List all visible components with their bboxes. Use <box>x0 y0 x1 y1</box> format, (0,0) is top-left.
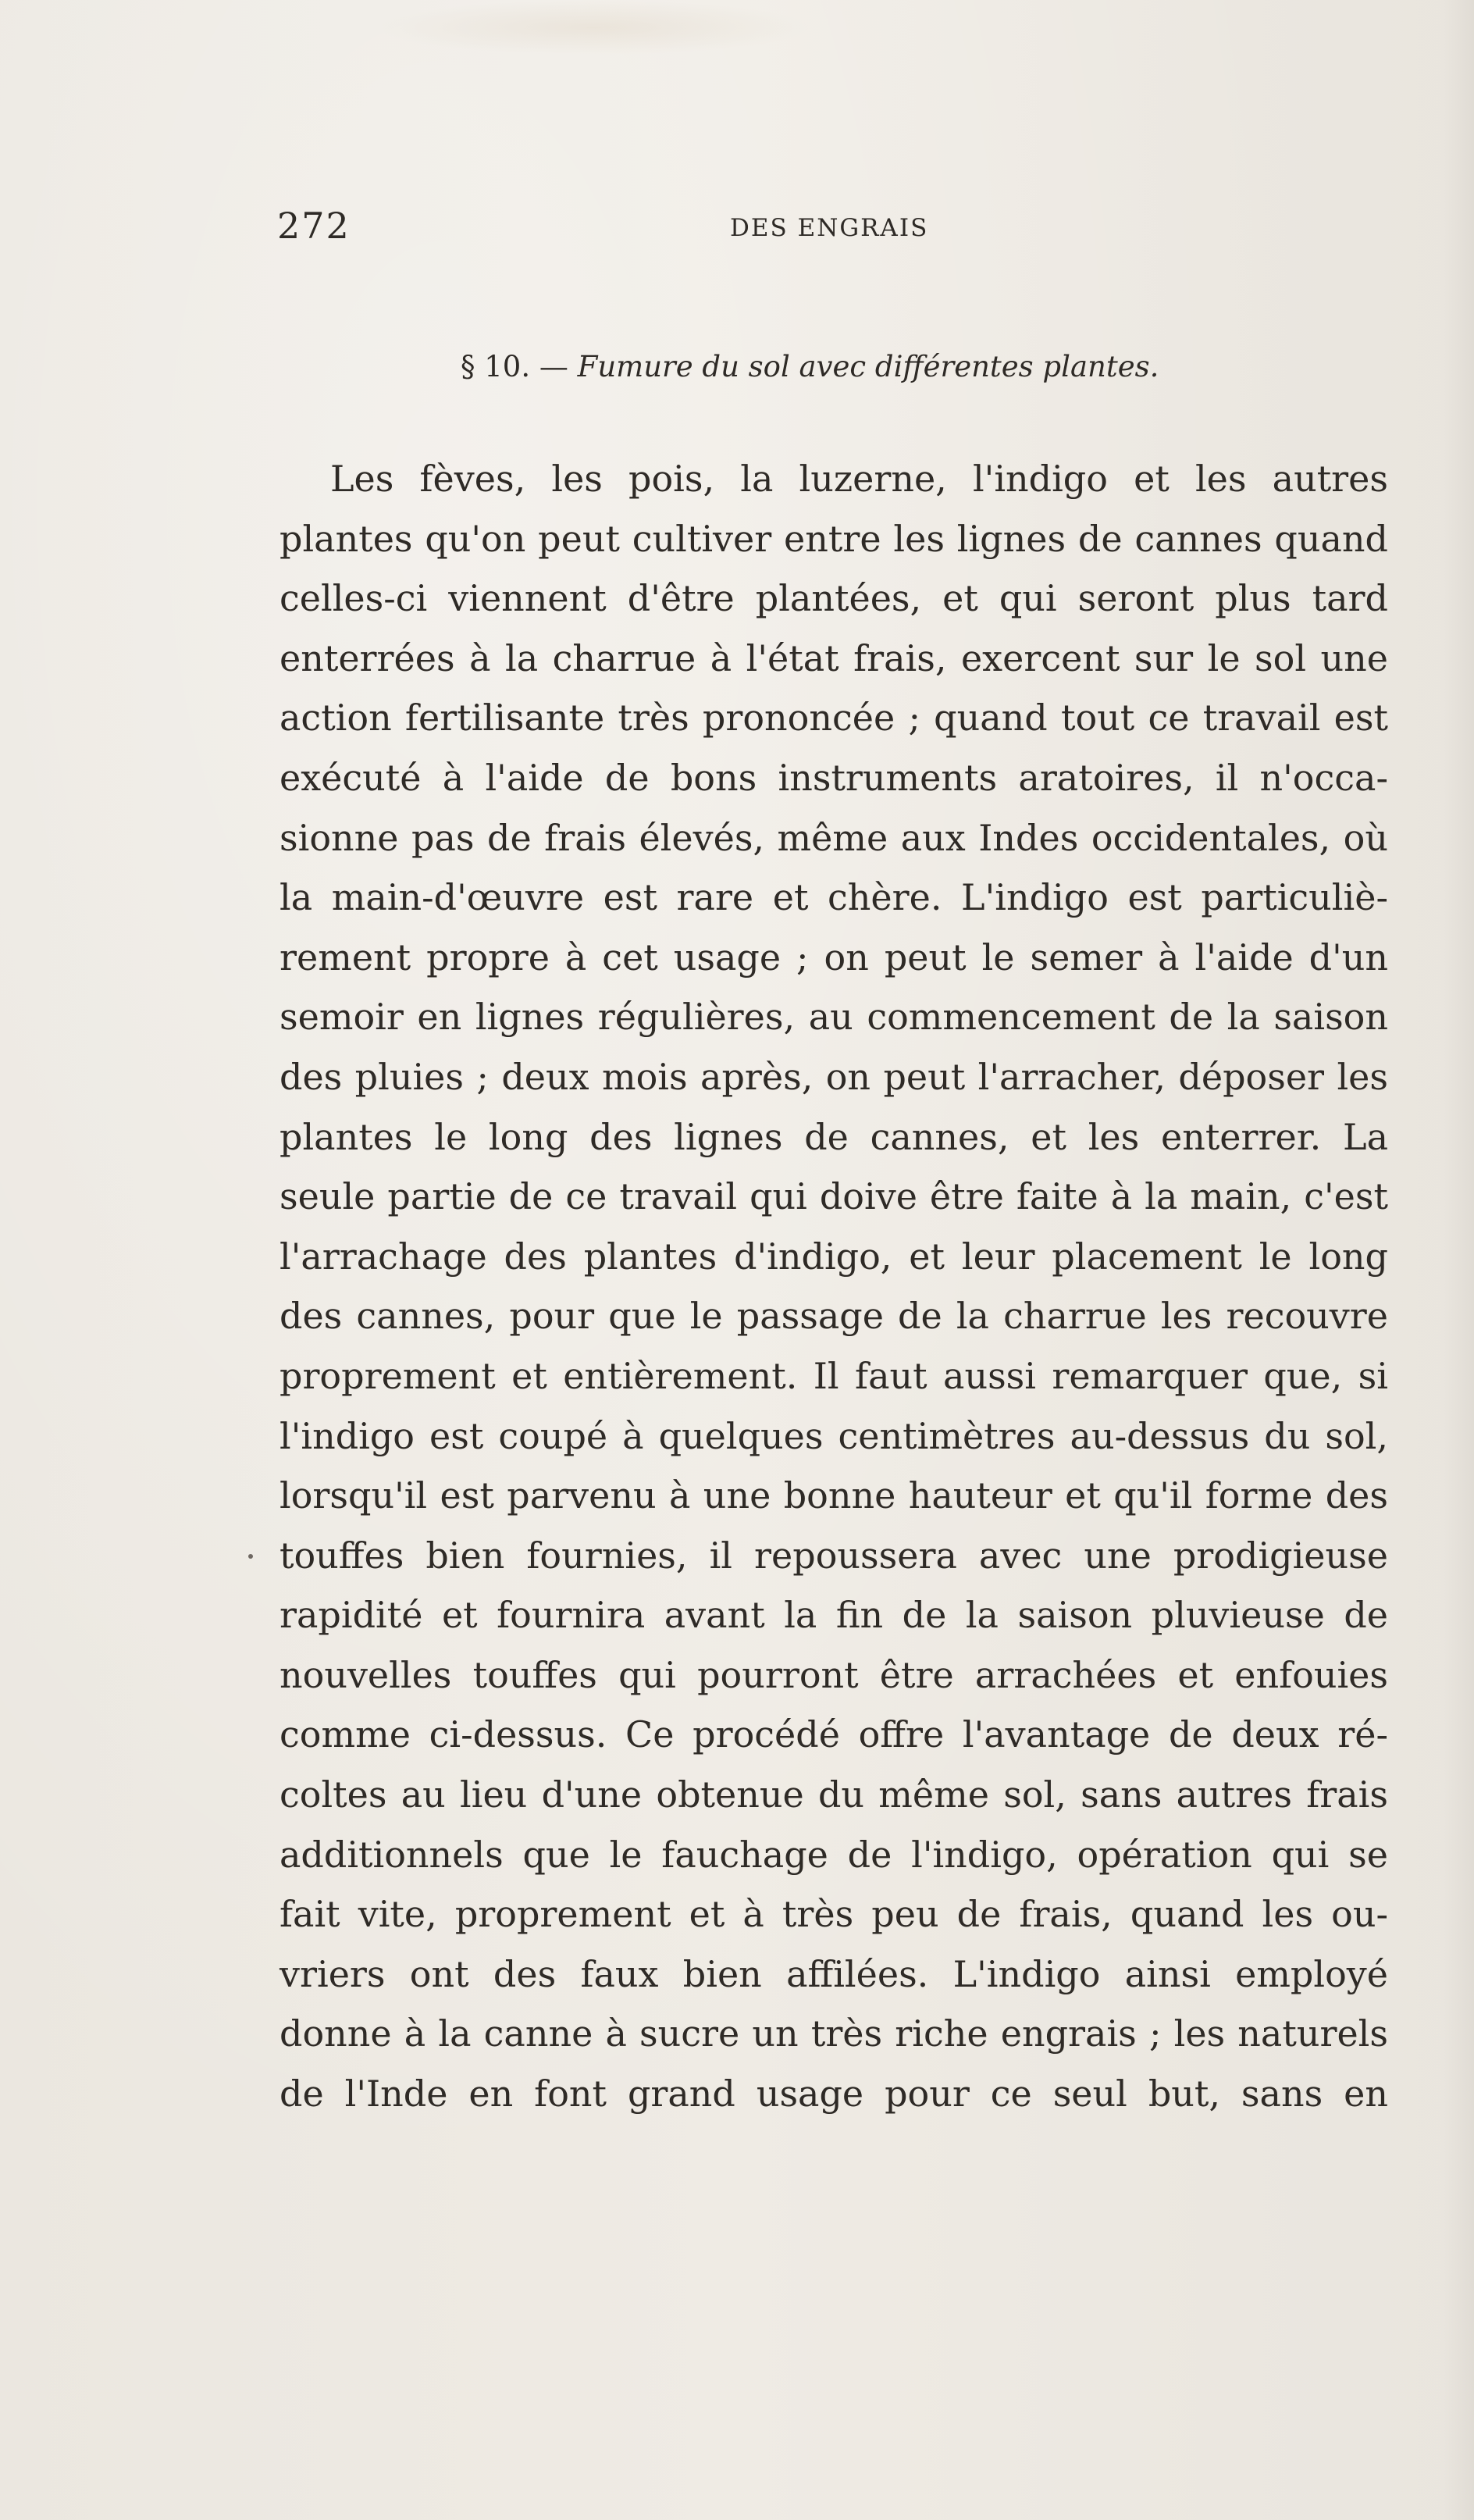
text-line: plantes le long des lignes de cannes, et les enterrer. La <box>279 1115 1388 1158</box>
text-line: coltes au lieu d'une obtenue du même sol, sans autres frais <box>279 1773 1388 1816</box>
section-number: § 10. — <box>461 350 568 383</box>
text-line: additionnels que le fauchage de l'indigo, opération qui se <box>279 1833 1388 1876</box>
running-head <box>277 205 1448 251</box>
text-line: la main-d'œuvre est rare et chère. L'indigo est particuliè- <box>279 876 1388 919</box>
text-line: sionne pas de frais élevés, même aux Indes occidentales, où <box>279 816 1388 859</box>
text-line: donne à la canne à sucre un très riche engrais ; les naturels <box>279 2012 1388 2055</box>
text-line: l'indigo est coupé à quelques centimètres au-dessus du sol, <box>279 1414 1388 1457</box>
page-number: 272 <box>277 205 351 247</box>
text-line: celles-ci viennent d'être plantées, et qui seront plus tard <box>279 577 1388 620</box>
text-line: touffes bien fournies, il repoussera avec une prodigieuse <box>279 1534 1388 1577</box>
text-line: proprement et entièrement. Il faut aussi remarquer que, si <box>279 1354 1388 1397</box>
text-line: l'arrachage des plantes d'indigo, et leur placement le long <box>279 1235 1388 1278</box>
text-line: fait vite, proprement et à très peu de frais, quand les ou- <box>279 1893 1388 1936</box>
text-line: exécuté à l'aide de bons instruments aratoires, il n'occa- <box>279 756 1388 799</box>
text-line: comme ci-dessus. Ce procédé offre l'avantage de deux ré- <box>279 1713 1388 1756</box>
text-line: Les fèves, les pois, la luzerne, l'indigo et les autres <box>330 458 1388 500</box>
text-line: enterrées à la charrue à l'état frais, exercent sur le sol une <box>279 636 1388 679</box>
section-title: Fumure du sol avec différentes plantes. <box>577 350 1159 383</box>
section-heading <box>461 350 1319 383</box>
text-line: nouvelles touffes qui pourront être arrachées et enfouies <box>279 1653 1388 1696</box>
running-title: DES ENGRAIS <box>730 214 929 242</box>
text-line: vriers ont des faux bien affilées. L'indigo ainsi employé <box>279 1952 1388 1995</box>
text-line: rement propre à cet usage ; on peut le semer à l'aide d'un <box>279 936 1388 978</box>
paper-stain <box>375 0 812 55</box>
text-line: des pluies ; deux mois après, on peut l'arracher, déposer les <box>279 1055 1388 1098</box>
gutter-shadow <box>1443 0 1474 2520</box>
text-line: seule partie de ce travail qui doive être faite à la main, c'est <box>279 1175 1388 1218</box>
text-line: des cannes, pour que le passage de la charrue les recouvre <box>279 1295 1388 1338</box>
margin-dot <box>248 1554 253 1559</box>
text-line: de l'Inde en font grand usage pour ce seul but, sans en <box>279 2073 1388 2115</box>
body-paragraph <box>279 449 1388 2124</box>
text-line: rapidité et fournira avant la fin de la saison pluvieuse de <box>279 1594 1388 1637</box>
text-line: plantes qu'on peut cultiver entre les lignes de cannes quand <box>279 517 1388 560</box>
text-line: lorsqu'il est parvenu à une bonne hauteur et qu'il forme des <box>279 1474 1388 1517</box>
text-line: semoir en lignes régulières, au commencement de la saison <box>279 996 1388 1039</box>
text-line: action fertilisante très prononcée ; quand tout ce travail est <box>279 697 1388 740</box>
